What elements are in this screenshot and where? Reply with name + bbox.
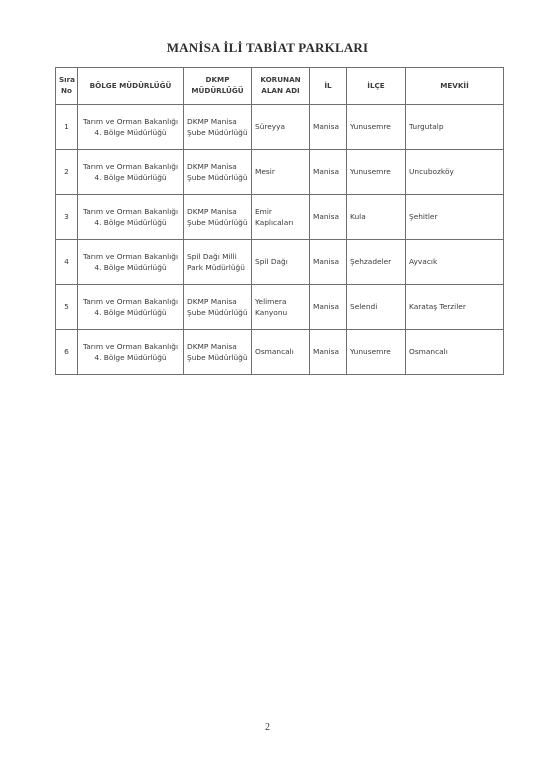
cell-dkmp: Spil Dağı Milli Park Müdürlüğü [184, 240, 252, 285]
cell-il: Manisa [310, 240, 347, 285]
cell-dkmp: DKMP Manisa Şube Müdürlüğü [184, 285, 252, 330]
cell-bolge: Tarım ve Orman Bakanlığı 4. Bölge Müdürlüğü [78, 285, 184, 330]
cell-korunan-alan: Mesir [252, 150, 310, 195]
table-row [56, 195, 504, 240]
parks-table [55, 67, 504, 375]
page-number: 2 [265, 722, 270, 733]
cell-il: Manisa [310, 330, 347, 375]
cell-sira-no: 3 [56, 195, 78, 240]
header-bolge: BÖLGE MÜDÜRLÜĞÜ [78, 68, 184, 105]
cell-korunan-alan: Yelimera Kanyonu [252, 285, 310, 330]
cell-ilce: Yunusemre [347, 330, 406, 375]
cell-mevki: Uncubozköy [406, 150, 504, 195]
cell-il: Manisa [310, 105, 347, 150]
header-dkmp: DKMP MÜDÜRLÜĞÜ [184, 68, 252, 105]
page-title: MANİSA İLİ TABİAT PARKLARI [166, 40, 369, 55]
cell-mevki: Turgutalp [406, 105, 504, 150]
header-il: İL [310, 68, 347, 105]
cell-korunan-alan: Spil Dağı [252, 240, 310, 285]
cell-sira-no: 5 [56, 285, 78, 330]
table-row [56, 105, 504, 150]
cell-korunan-alan: Süreyya [252, 105, 310, 150]
cell-ilce: Yunusemre [347, 105, 406, 150]
cell-mevki: Ayvacık [406, 240, 504, 285]
cell-bolge: Tarım ve Orman Bakanlığı 4. Bölge Müdürlüğü [78, 330, 184, 375]
table-row [56, 330, 504, 375]
cell-il: Manisa [310, 285, 347, 330]
cell-bolge: Tarım ve Orman Bakanlığı 4. Bölge Müdürlüğü [78, 195, 184, 240]
cell-il: Manisa [310, 150, 347, 195]
cell-dkmp: DKMP Manisa Şube Müdürlüğü [184, 105, 252, 150]
cell-dkmp: DKMP Manisa Şube Müdürlüğü [184, 195, 252, 240]
cell-korunan-alan: Osmancalı [252, 330, 310, 375]
header-ilce: İLÇE [347, 68, 406, 105]
cell-dkmp: DKMP Manisa Şube Müdürlüğü [184, 150, 252, 195]
cell-mevki: Osmancalı [406, 330, 504, 375]
table-header-row [56, 68, 504, 105]
table-row [56, 285, 504, 330]
cell-korunan-alan: Emir Kaplıcaları [252, 195, 310, 240]
cell-dkmp: DKMP Manisa Şube Müdürlüğü [184, 330, 252, 375]
cell-bolge: Tarım ve Orman Bakanlığı 4. Bölge Müdürlüğü [78, 105, 184, 150]
cell-ilce: Yunusemre [347, 150, 406, 195]
cell-mevki: Karataş Terziler [406, 285, 504, 330]
cell-ilce: Kula [347, 195, 406, 240]
cell-il: Manisa [310, 195, 347, 240]
cell-mevki: Şehitler [406, 195, 504, 240]
cell-ilce: Selendi [347, 285, 406, 330]
table-row [56, 150, 504, 195]
cell-ilce: Şehzadeler [347, 240, 406, 285]
cell-bolge: Tarım ve Orman Bakanlığı 4. Bölge Müdürlüğü [78, 150, 184, 195]
cell-bolge: Tarım ve Orman Bakanlığı 4. Bölge Müdürlüğü [78, 240, 184, 285]
cell-sira-no: 6 [56, 330, 78, 375]
cell-sira-no: 4 [56, 240, 78, 285]
cell-sira-no: 2 [56, 150, 78, 195]
header-mevki: MEVKİİ [406, 68, 504, 105]
header-sira-no: Sıra No [56, 68, 78, 105]
header-korunan-alan: KORUNAN ALAN ADI [252, 68, 310, 105]
table-row [56, 240, 504, 285]
cell-sira-no: 1 [56, 105, 78, 150]
